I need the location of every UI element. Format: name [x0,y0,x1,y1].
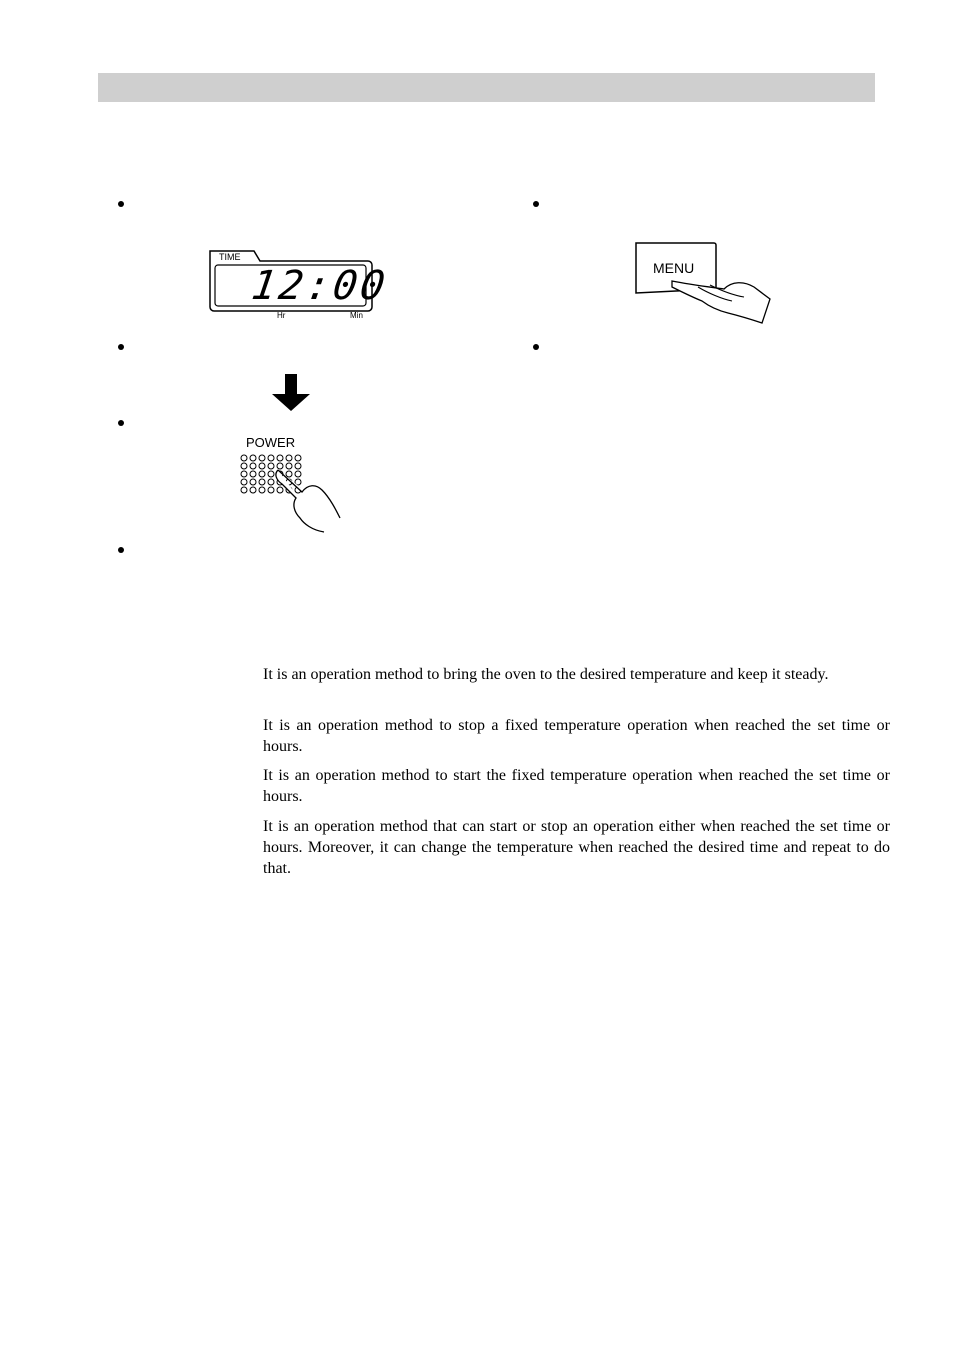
speaker-grille-hand-icon [238,454,348,534]
menu-key-figure [632,241,774,327]
time-display-figure [208,247,391,323]
power-key-figure [238,434,348,534]
paragraph-quick-auto-stop: It is an operation method to stop a fixed temperature operation when reached the set time or hours. [263,717,890,755]
time-digits: 12:00 [248,263,391,309]
paragraph-program-operation: It is an operation method that can start or stop an operation either when reached the set time or hours. Moreover, it can change the temperature when reached the desired time and repeat to do that. [263,818,890,877]
hour-unit-label: Hr [277,311,286,320]
minute-unit-label: Min [350,311,363,320]
bullet [533,201,539,207]
menu-key-label: MENU [653,260,695,276]
paragraph-fixed-temperature: It is an operation method to bring the oven to the desired temperature and keep it steady. [263,666,829,683]
paragraph-auto-start: It is an operation method to start the fixed temperature operation when reached the set time or hours. [263,767,890,805]
menu-key-hand-icon [632,241,774,327]
bullet [118,201,124,207]
down-arrow-icon [271,374,311,412]
power-key-label: POWER [246,435,296,450]
bullet [118,547,124,553]
bullet [118,344,124,350]
bullet [533,344,539,350]
bullet [118,420,124,426]
time-tag-label: TIME [219,252,241,262]
section-header-bar [98,73,875,102]
